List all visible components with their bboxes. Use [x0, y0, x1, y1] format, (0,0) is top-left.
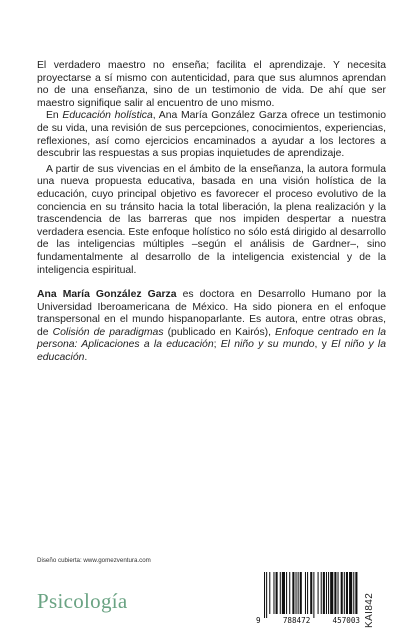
barcode-bar	[280, 572, 281, 614]
barcode-bars	[256, 572, 360, 618]
cover-design-credit: Diseño cubierta: www.gomezventura.com	[37, 557, 151, 564]
barcode-bar	[313, 572, 314, 618]
barcode-bar	[300, 572, 302, 614]
bio-work-3: El niño y su mundo	[220, 339, 315, 351]
catalog-code: KAI842	[364, 592, 375, 628]
barcode-bar	[305, 572, 306, 614]
book-title: Educación holística	[62, 110, 153, 122]
barcode-bar	[341, 572, 343, 614]
author-name: Ana María González Garza	[37, 289, 177, 301]
barcode-bar	[355, 572, 357, 614]
barcode-bar	[269, 572, 270, 614]
barcode-bar	[328, 572, 329, 614]
barcode-bar	[292, 572, 294, 614]
barcode-bar	[338, 572, 339, 614]
paragraph-proposal: A partir de sus vivencias en el ámbito de la enseñanza, la autora formula una nueva propuesta educativa, basada en una visión holística de la educación, cuyo principal objetivo es favorecer el proceso evolutivo de la conciencia en su tránsito hacia la total liberación, la plena realización y la trascendencia de las barreras que nos impiden despertar a nuestra verdadera esencia. Este enfoque holístico no sólo está dirigido al desarrollo de las inteligencias múltiples –según el análisis de Gardner–, sino fundamentalmente al desarrollo de la inteligencia existencial y de la inteligencia espiritual.	[37, 163, 386, 276]
barcode-bar	[353, 572, 354, 614]
barcode-digit-prefix: 9	[256, 616, 261, 625]
barcode-bar	[323, 572, 325, 614]
barcode-bar	[273, 572, 274, 614]
barcode-bar	[330, 572, 333, 614]
paragraph-intro: El verdadero maestro no enseña; facilita el aprendizaje. Y necesita proyectarse a sí mismo con autenticidad, para que sus alumnos aprendan no de una enseñanza, sino de un testimonio de vida. De ahí que ser maestro signifique salir al encuentro de uno mismo.	[37, 60, 386, 109]
barcode-bar	[344, 572, 345, 614]
barcode-bar	[334, 572, 336, 614]
bio-text-4: , y	[314, 339, 332, 351]
isbn-barcode	[256, 572, 360, 628]
bio-text-3: ;	[213, 339, 221, 351]
barcode-bar	[307, 572, 308, 614]
barcode-bar	[321, 572, 322, 614]
barcode-bar	[346, 572, 348, 614]
bio-text-1: es doctora en Desarrollo Humano por la Universidad Iberoamericana de México. Ha sido pionera en el enfoque transpersonal en el mundo hispanoparlante. Es autora, entre otras obras, de	[37, 289, 386, 338]
barcode-bar	[298, 572, 299, 614]
bio-work-1: Colisión de paradigmas	[52, 326, 164, 338]
barcode-bar	[264, 572, 265, 618]
bio-text-2: (publicado en Kairós),	[163, 326, 276, 338]
barcode-bar	[310, 572, 312, 614]
barcode-digits	[256, 616, 360, 625]
back-cover-text	[37, 60, 386, 365]
barcode-bar	[349, 572, 352, 614]
barcode-digit-group-2: 457003	[332, 616, 360, 625]
barcode-bar	[266, 572, 267, 618]
barcode-bar	[289, 572, 290, 614]
barcode-digit-group-1: 788472	[282, 616, 311, 625]
bio-work-2: Enfoque centrado en la persona: Aplicaciones a la educación	[37, 326, 386, 351]
paragraph-2-rest: , Ana María González Garza ofrece un testimonio de su vida, una revisión de sus percepciones, conocimientos, experiencias, reflexiones, así como ejercicios encaminados a ayudar a los lectores a descubrir las respuestas a sus propias inquietudes de aprendizaje.	[37, 110, 386, 160]
bio-text-5: .	[84, 352, 88, 364]
barcode-bar	[296, 572, 297, 614]
barcode-bar	[326, 572, 327, 614]
author-bio	[37, 289, 386, 365]
barcode-bar	[282, 572, 285, 614]
series-name: Psicología	[37, 589, 128, 613]
bio-work-4: El niño y la educación	[37, 339, 387, 364]
paragraph-2-lead: En	[46, 110, 63, 122]
paragraph-book-summary	[37, 110, 386, 160]
barcode-bar	[318, 572, 319, 614]
barcode-bar	[286, 572, 287, 614]
barcode-bar	[276, 572, 278, 614]
